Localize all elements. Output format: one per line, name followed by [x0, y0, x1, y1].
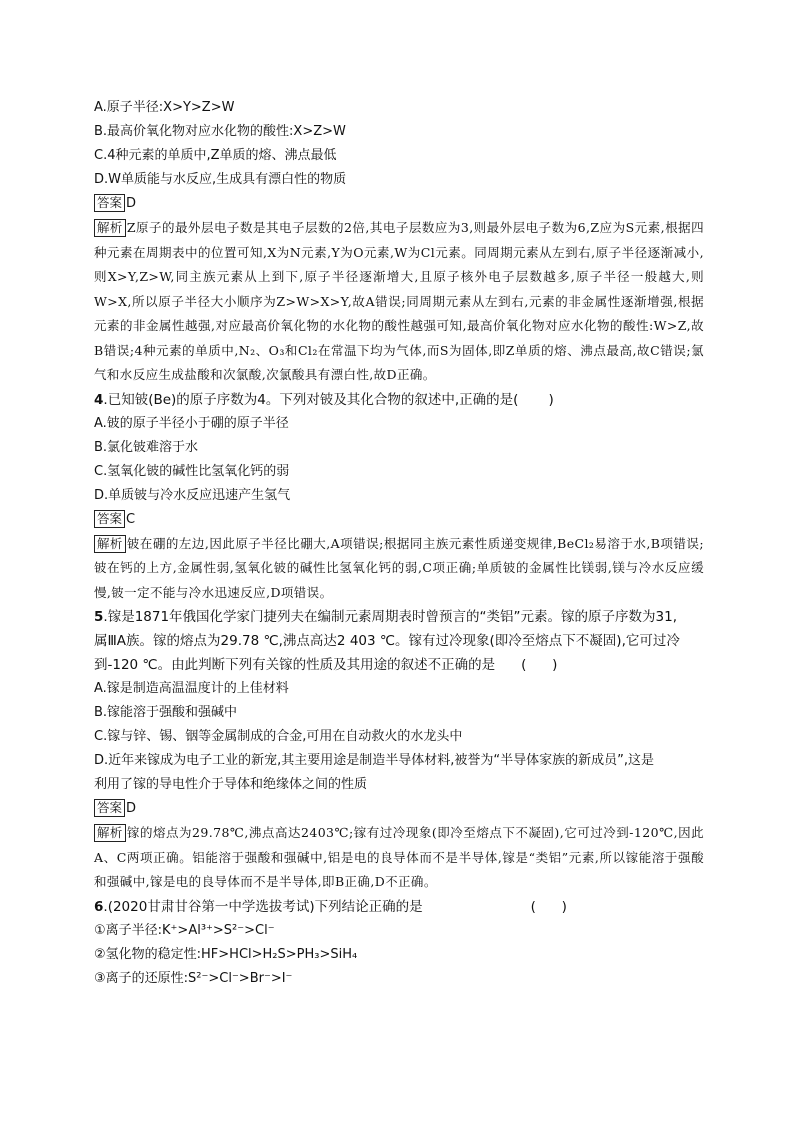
q5-option-c: C.镓与锌、锡、铟等金属制成的合金,可用在自动救火的水龙头中: [94, 729, 463, 744]
q4-explanation: [94, 532, 704, 606]
q5-answer-value: D: [126, 801, 137, 816]
q4-answer-value: C: [126, 511, 136, 527]
q4-paren-close: ): [548, 391, 554, 408]
q4-option-c: C.氢氧化铍的碱性比氢氧化钙的弱: [94, 463, 290, 479]
q6-item-2: ②氢化物的稳定性:HF>HCl>H₂S>PH₃>SiH₄: [94, 946, 358, 962]
q5-stem-text-3: 到-120 ℃。由此判断下列有关镓的性质及其用途的叙述不正确的是: [94, 657, 496, 673]
q3-option-b: B.最高价氧化物对应水化物的酸性:X>Z>W: [94, 124, 346, 139]
q3-explanation: [94, 216, 704, 388]
q4-answer: [94, 509, 704, 531]
q5-option-d: D.近年来镓成为电子工业的新宠,其主要用途是制造半导体材料,被誉为“半导体家族的新成员”,这是: [94, 753, 655, 768]
q4-number: 4: [94, 391, 104, 408]
q5-option-b: B.镓能溶于强酸和强碱中: [94, 705, 238, 720]
explanation-label: 解析: [94, 535, 126, 553]
q6-item-3: ③离子的还原性:S²⁻>Cl⁻>Br⁻>I⁻: [94, 970, 293, 986]
q3-answer: [94, 193, 704, 215]
q3-option-c: C.4种元素的单质中,Z单质的熔、沸点最低: [94, 148, 337, 163]
explanation-label: 解析: [94, 219, 126, 237]
q3-option-d: D.W单质能与水反应,生成具有漂白性的物质: [94, 172, 347, 187]
q6-stem-text: .(2020甘肃甘谷第一中学选拔考试)下列结论正确的是: [103, 898, 423, 915]
q5-explanation-text: 镓的熔点为29.78℃,沸点高达2403℃;镓有过冷现象(即冷至熔点下不凝固),它可过冷到-120℃,因此A、C两项正确。铝能溶于强酸和强碱中,铝是电的良导体而不是半导体,镓是“类铝”元素,所以镓能溶于强酸和强碱中,镓是电的良导体而不是半导体,即B正确,D不正确。: [94, 825, 704, 889]
q5-option-d-cont: 利用了镓的导电性介于导体和绝缘体之间的性质: [94, 777, 368, 792]
q4-option-a: A.铍的原子半径小于硼的原子半径: [94, 415, 289, 431]
q4-explanation-text: 铍在硼的左边,因此原子半径比硼大,A项错误;根据同主族元素性质递变规律,BeCl₂易溶于水,B项错误;铍在钙的上方,金属性弱,氢氧化铍的碱性比氢氧化钙的弱,C项正确;单质铍的金属性比镁弱,镁与冷水反应缓慢,铍一定不能与冷水迅速反应,D项错误。: [94, 535, 704, 600]
q5-paren: ( ): [521, 657, 558, 673]
q5-number: 5: [94, 609, 104, 625]
q4-option-d: D.单质铍与冷水反应迅速产生氢气: [94, 487, 291, 503]
q3-explanation-text: Z原子的最外层电子数是其电子层数的2倍,其电子层数应为3,则最外层电子数为6,Z应为S元素,根据四种元素在周期表中的位置可知,X为N元素,Y为O元素,W为Cl元素。同周期元素从左到右,原子半径逐渐减小,则X>Y,Z>W,同主族元素从上到下,原子半径逐渐增大,且原子核外电子层数越多,原子半径一般越大,则W>X,所以原子半径大小顺序为Z>W>X>Y,故A错误;同周期元素从左到右,元素的非金属性逐渐增强,根据元素的非金属性越强,对应最高价氧化物的水化物的酸性越强可知,最高价氧化物对应水化物的酸性:W>Z,故B错误;4种元素的单质中,N₂、O₃和Cl₂在常温下均为气体,而S为固体,即Z单质的熔、沸点最高,故C错误;氯气和水反应生成盐酸和次氯酸,次氯酸具有漂白性,故D正确。: [94, 220, 704, 382]
q6-item-1: ①离子半径:K⁺>Al³⁺>S²⁻>Cl⁻: [94, 922, 275, 938]
q5-explanation: [94, 821, 704, 895]
q4-stem-text: .已知铍(Be)的原子序数为4。下列对铍及其化合物的叙述中,正确的是(: [103, 391, 519, 408]
q3-option-a: A.原子半径:X>Y>Z>W: [94, 100, 235, 115]
q6-number: 6: [94, 898, 104, 915]
document-content: [94, 96, 704, 991]
q5-stem-line-1: [94, 605, 704, 629]
q5-stem-line-2: 属ⅢA族。镓的熔点为29.78 ℃,沸点高达2 403 ℃。镓有过冷现象(即冷至熔点下不凝固),它可过冷: [94, 633, 680, 649]
answer-label: 答案: [94, 799, 125, 817]
q5-answer: [94, 798, 704, 820]
q5-stem-line-3: [94, 653, 704, 677]
q6-stem: [94, 895, 704, 919]
q5-option-a: A.镓是制造高温温度计的上佳材料: [94, 681, 289, 696]
q5-stem-text-1: .镓是1871年俄国化学家门捷列夫在编制元素周期表时曾预言的“类铝”元素。镓的原子序数为31,: [103, 609, 678, 625]
q4-stem: [94, 388, 704, 412]
answer-label: 答案: [94, 510, 125, 528]
q3-answer-value: D: [126, 196, 137, 211]
q4-option-b: B.氯化铍难溶于水: [94, 439, 199, 455]
q6-paren: ( ): [530, 898, 567, 915]
answer-label: 答案: [94, 194, 125, 212]
explanation-label: 解析: [94, 824, 126, 842]
